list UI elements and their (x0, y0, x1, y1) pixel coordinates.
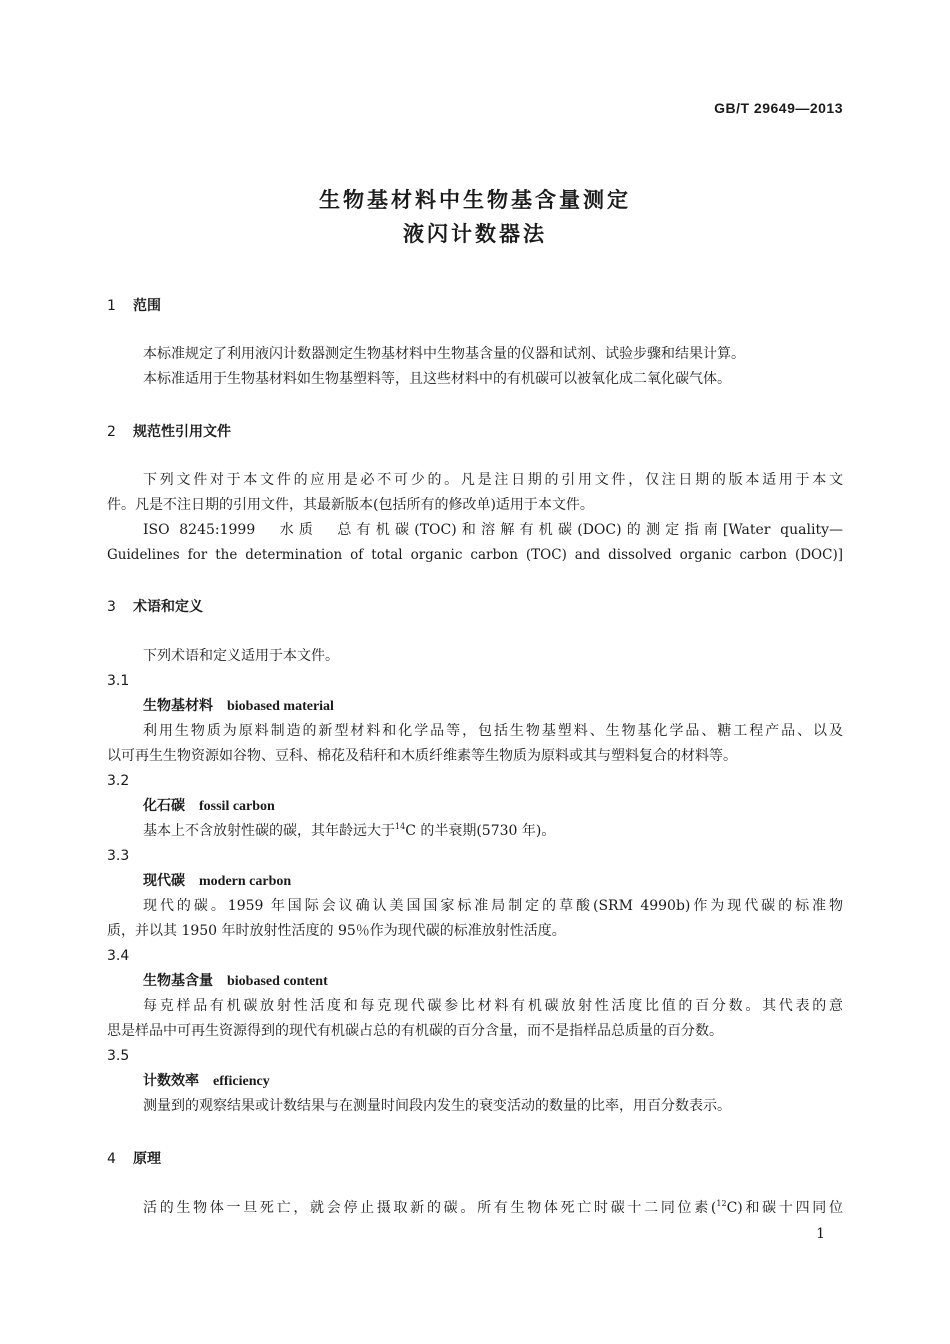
term-definition-line: 以可再生生物资源如谷物、豆科、棉花及秸秆和木质纤维素等生物质为原料或其与塑料复合的材料等。 (107, 748, 737, 764)
section-2-body (107, 468, 843, 568)
section-title: 范围 (133, 298, 161, 314)
text-run: C)和碳十四同位 (726, 1200, 843, 1216)
standard-code: GB/T 29649—2013 (714, 100, 843, 116)
section-number: 1 (107, 298, 116, 314)
term-zh: 化石碳 (143, 798, 185, 814)
term-definition-line (107, 819, 843, 844)
term-heading (107, 694, 843, 719)
term-definition-line: 质，并以其 1950 年时放射性活度的 95％作为现代碳的标准放射性活度。 (107, 923, 566, 939)
term-heading (107, 869, 843, 894)
term-zh: 生物基含量 (143, 973, 213, 989)
section-title: 术语和定义 (133, 599, 203, 615)
section-4-heading (107, 1148, 161, 1168)
term-definition-line: 利用生物质为原料制造的新型材料和化学品等，包括生物基塑料、生物基化学品、糖工程产品、以及 (143, 723, 843, 739)
paragraph-line: 件。凡是不注日期的引用文件，其最新版本(包括所有的修改单)适用于本文件。 (107, 497, 594, 513)
term-en: biobased material (227, 699, 334, 714)
text-run: 基本上不含放射性碳的碳，其年龄远大于 (143, 823, 395, 839)
superscript: 12 (716, 1199, 727, 1208)
document-title-line1: 生物基材料中生物基含量测定 (319, 188, 631, 212)
term-definition-line: 测量到的观察结果或计数结果与在测量时间段内发生的衰变活动的数量的比率，用百分数表示。 (143, 1098, 731, 1114)
term-heading (107, 969, 843, 994)
term-definition-line: 现代的碳。1959 年国际会议确认美国国家标准局制定的草酸(SRM 4990b)作为现代碳的标准物 (143, 898, 843, 914)
term-number: 3.2 (107, 773, 130, 789)
term-zh: 生物基材料 (143, 698, 213, 714)
term-heading (107, 794, 843, 819)
term-zh: 计数效率 (143, 1073, 199, 1089)
section-number: 2 (107, 424, 116, 440)
reference-line: ISO 8245:1999 水质 总有机碳(TOC)和溶解有机碳(DOC)的测定指南[Water quality— (143, 522, 843, 538)
superscript: 14 (395, 822, 406, 831)
section-title: 规范性引用文件 (133, 424, 231, 440)
term-number: 3.3 (107, 848, 130, 864)
section-3-heading (107, 596, 203, 616)
section-3-body (107, 644, 843, 1119)
reference-line: Guidelines for the determination of total organic carbon (TOC) and dissolved organic carbon (DOC)] (107, 547, 843, 563)
page-number: 1 (816, 1226, 825, 1242)
paragraph: 下列术语和定义适用于本文件。 (143, 648, 339, 664)
term-definition-line: 思是样品中可再生资源得到的现代有机碳占总的有机碳的百分含量，而不是指样品总质量的百分数。 (107, 1023, 723, 1039)
section-1-body (107, 342, 843, 392)
paragraph-line (107, 1196, 843, 1221)
text-run: 活的生物体一旦死亡，就会停止摄取新的碳。所有生物体死亡时碳十二同位素( (143, 1200, 717, 1216)
term-en: biobased content (227, 974, 328, 989)
term-en: modern carbon (199, 874, 292, 889)
text-run: C 的半衰期(5730 年)。 (405, 823, 556, 839)
term-en: fossil carbon (199, 799, 275, 814)
section-number: 4 (107, 1151, 116, 1167)
section-4-body (107, 1196, 843, 1221)
term-zh: 现代碳 (143, 873, 185, 889)
section-number: 3 (107, 599, 116, 615)
term-number: 3.4 (107, 948, 130, 964)
term-number: 3.5 (107, 1048, 130, 1064)
document-title-line2: 液闪计数器法 (403, 222, 547, 246)
term-en: efficiency (213, 1074, 270, 1089)
paragraph: 本标准规定了利用液闪计数器测定生物基材料中生物基含量的仪器和试剂、试验步骤和结果计算。 (143, 346, 745, 362)
term-definition-line: 每克样品有机碳放射性活度和每克现代碳参比材料有机碳放射性活度比值的百分数。其代表的意 (143, 998, 843, 1014)
term-heading (107, 1069, 843, 1094)
section-2-heading (107, 421, 231, 441)
paragraph: 本标准适用于生物基材料如生物基塑料等，且这些材料中的有机碳可以被氧化成二氧化碳气体。 (143, 371, 731, 387)
section-title: 原理 (133, 1151, 161, 1167)
paragraph-line: 下列文件对于本文件的应用是必不可少的。凡是注日期的引用文件，仅注日期的版本适用于本文 (143, 472, 843, 488)
term-number: 3.1 (107, 673, 130, 689)
section-1-heading (107, 295, 161, 315)
